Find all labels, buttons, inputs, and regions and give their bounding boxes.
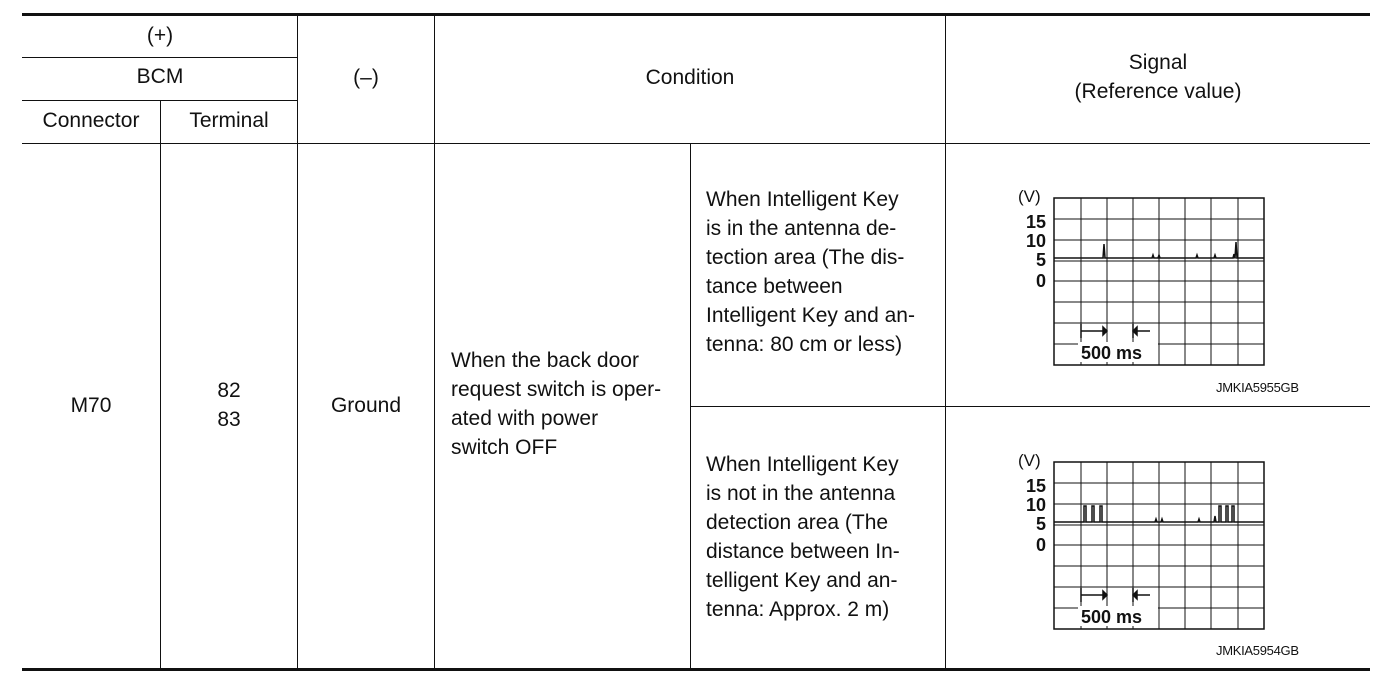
sub-condition-line: is not in the antenna — [706, 482, 896, 505]
figure-code: JMKIA5954GB — [1216, 643, 1299, 658]
header-rule-bcm — [22, 57, 298, 58]
scope-timebase-label: 500 ms — [1081, 343, 1143, 363]
sub-condition-line: When Intelligent Key — [706, 188, 899, 211]
sub-condition-line: tenna: 80 cm or less) — [706, 333, 903, 356]
scope-unit-label: (V) — [1018, 451, 1041, 470]
condition-line: ated with power — [451, 407, 599, 430]
sub-condition-line: is in the antenna de- — [706, 217, 897, 240]
condition-line: When the back door — [451, 349, 639, 372]
scope-timebase-marker — [1081, 588, 1150, 602]
header-bcm: BCM — [136, 65, 184, 88]
row-condition — [451, 346, 661, 462]
sub-condition-line: Intelligent Key and an- — [706, 304, 915, 327]
oscilloscope-waveform-in-area — [1010, 184, 1280, 374]
sub-condition-line: telligent Key and an- — [706, 569, 898, 592]
header-terminal: Terminal — [189, 109, 269, 132]
col-divider-condition-sub — [690, 143, 691, 669]
sub-condition-line: distance between In- — [706, 540, 900, 563]
header-plus: (+) — [146, 24, 174, 47]
condition-line: request switch is oper- — [451, 378, 662, 401]
table-top-rule — [22, 13, 1370, 16]
sub-condition-not-in-area — [706, 450, 900, 624]
sub-condition-line: tance between — [706, 275, 843, 298]
scope-y-tick: 10 — [1025, 495, 1046, 515]
sub-condition-line: detection area (The — [706, 511, 889, 534]
oscilloscope-waveform-not-in-area — [1010, 448, 1280, 638]
scope-grid — [1054, 198, 1264, 365]
header-signal-reference: (Reference value) — [1074, 80, 1242, 103]
scope-y-tick: 10 — [1025, 231, 1046, 251]
row-terminal-83: 83 — [217, 408, 241, 431]
sub-row-divider — [690, 406, 1370, 407]
scope-y-tick: 15 — [1025, 476, 1046, 496]
header-bottom-rule — [22, 143, 1370, 144]
sub-condition-line: When Intelligent Key — [706, 453, 899, 476]
scope-grid — [1054, 462, 1264, 629]
row-connector: M70 — [70, 394, 112, 417]
condition-line: switch OFF — [451, 436, 558, 459]
scope-y-tick: 0 — [1035, 535, 1046, 555]
scope-y-tick: 5 — [1035, 514, 1046, 534]
sub-condition-line: tection area (The dis- — [706, 246, 905, 269]
scope-unit-label: (V) — [1018, 187, 1041, 206]
header-condition: Condition — [645, 66, 735, 89]
col-divider-minus — [434, 14, 435, 669]
header-signal: Signal — [1128, 51, 1188, 74]
table-bottom-rule — [22, 668, 1370, 671]
figure-code: JMKIA5955GB — [1216, 380, 1299, 395]
col-divider-signal — [945, 14, 946, 669]
scope-y-tick: 15 — [1025, 212, 1046, 232]
scope-timebase-label: 500 ms — [1081, 607, 1143, 627]
header-connector: Connector — [42, 109, 140, 132]
col-divider-terminal — [297, 14, 298, 669]
row-terminal-82: 82 — [217, 379, 241, 402]
header-minus: (–) — [353, 66, 379, 89]
sub-condition-in-area — [706, 185, 915, 359]
scope-y-tick: 5 — [1035, 250, 1046, 270]
row-minus-ground: Ground — [330, 394, 402, 417]
sub-condition-line: tenna: Approx. 2 m) — [706, 598, 890, 621]
scope-timebase-marker — [1081, 324, 1150, 338]
scope-y-tick: 0 — [1035, 271, 1046, 291]
